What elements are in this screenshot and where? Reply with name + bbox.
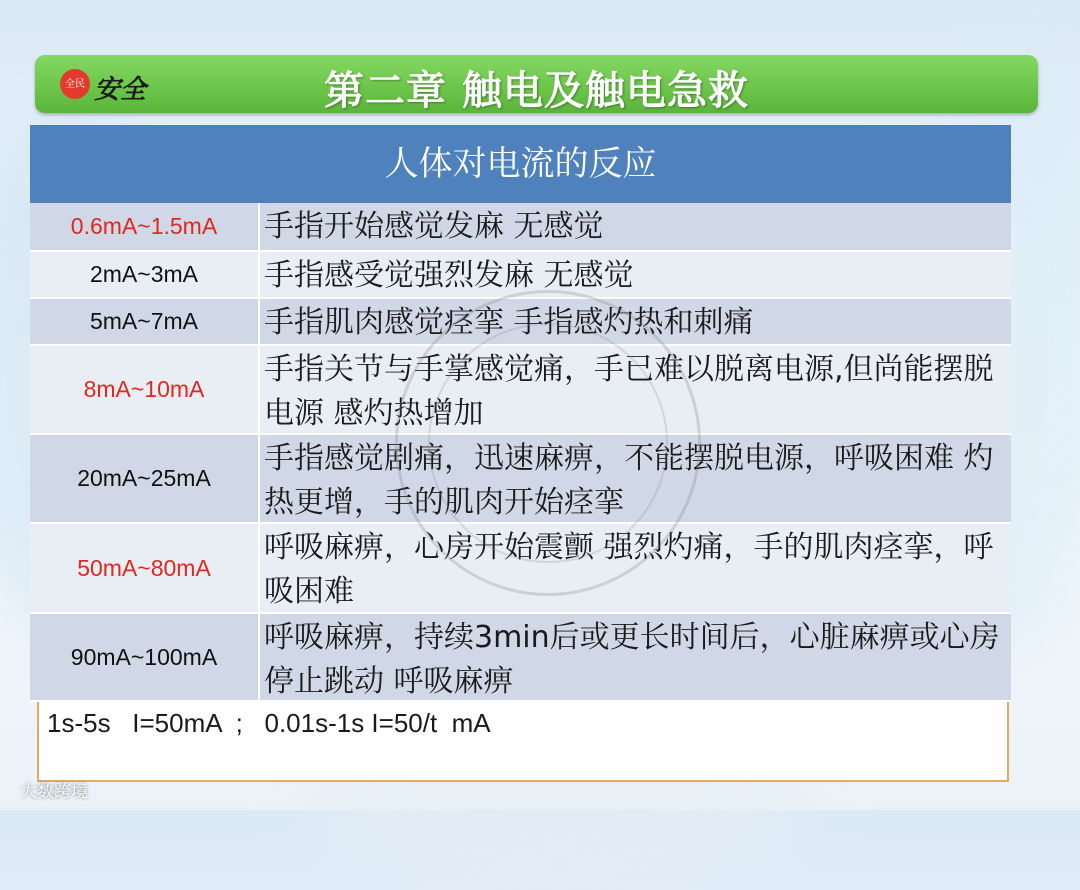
reaction-cell: 手指关节与手掌感觉痛，手已难以脱离电源,但尚能摆脱电源 感灼热增加	[264, 352, 994, 431]
logo-seal-icon: 全民	[60, 69, 90, 99]
table-row	[30, 203, 1011, 252]
reaction-cell: 手指感觉剧痛，迅速麻痹，不能摆脱电源，呼吸困难 灼热更增，手的肌肉开始痉挛	[264, 441, 994, 520]
logo-text: 安全	[94, 75, 147, 105]
table-header: 人体对电流的反应	[30, 125, 1011, 203]
current-reaction-table	[30, 203, 1011, 702]
slide-title-bar	[35, 55, 1038, 113]
table-row	[30, 614, 1011, 702]
table-row	[30, 299, 1011, 346]
table-row	[30, 252, 1011, 299]
reaction-cell: 手指肌肉感觉痉挛 手指感灼热和刺痛	[264, 305, 754, 340]
reaction-cell: 手指开始感觉发麻 无感觉	[264, 209, 604, 244]
formula-text: 1s-5s I=50mA ; 0.01s-1s I=50/t mA	[47, 708, 491, 738]
reaction-cell: 手指感受觉强烈发麻 无感觉	[264, 258, 634, 293]
current-range-cell: 0.6mA~1.5mA	[30, 203, 260, 250]
reaction-cell: 呼吸麻痹，心房开始震颤 强烈灼痛，手的肌肉痉挛，呼吸困难	[264, 530, 994, 609]
corner-watermark: 大数跨境	[20, 782, 88, 802]
reaction-cell: 呼吸麻痹，持续3min后或更长时间后，心脏麻痹或心房停止跳动 呼吸麻痹	[264, 620, 1000, 699]
current-range-cell: 90mA~100mA	[30, 614, 260, 700]
slide-title: 第二章 触电及触电急救	[324, 68, 749, 114]
current-range-cell: 8mA~10mA	[30, 346, 260, 433]
current-range-cell: 20mA~25mA	[30, 435, 260, 522]
table-row	[30, 524, 1011, 614]
table-row	[30, 435, 1011, 524]
current-range-cell: 50mA~80mA	[30, 524, 260, 612]
table-row	[30, 346, 1011, 435]
current-range-cell: 2mA~3mA	[30, 252, 260, 297]
current-range-cell: 5mA~7mA	[30, 299, 260, 344]
